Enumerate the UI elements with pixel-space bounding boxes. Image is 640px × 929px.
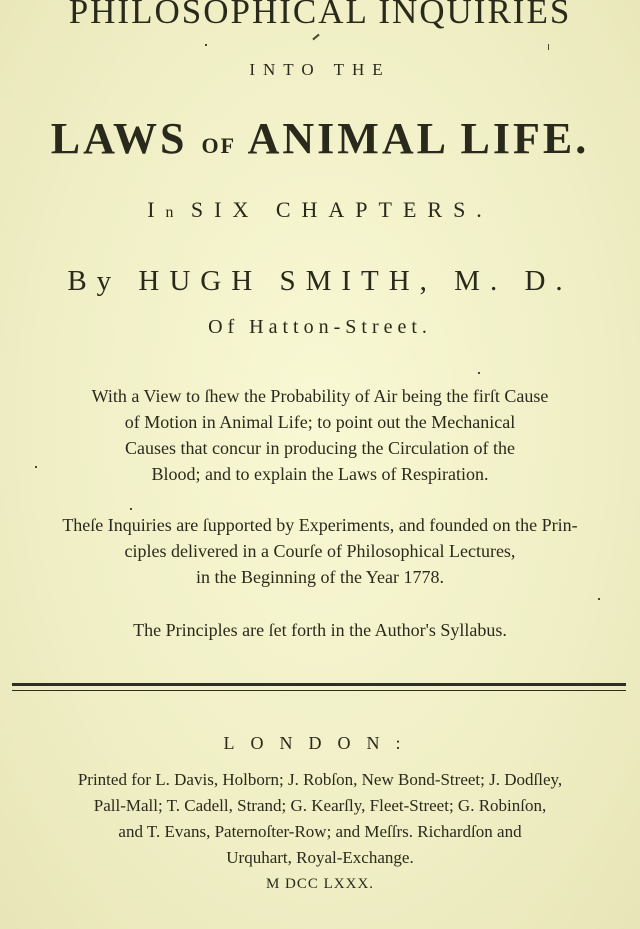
imprint-date: M DCC LXXX. <box>265 876 375 892</box>
main-title-of: OF <box>201 133 237 158</box>
imprint-printers <box>10 767 630 871</box>
main-title <box>0 113 640 164</box>
author-by: By <box>67 265 122 297</box>
ink-speck <box>205 44 207 46</box>
imprint-line: Printed for L. Davis, Holborn; J. Robſon, New Bond-Street; J. Dodſley, <box>77 770 563 789</box>
paragraph-line: Theſe Inquiries are ſupported by Experiments, and founded on the Prin- <box>62 515 578 535</box>
paragraph-line: The Principles are ſet forth in the Author's Syllabus. <box>133 620 507 640</box>
main-title-animal-life: ANIMAL LIFE. <box>247 114 590 163</box>
imprint-line: Pall-Mall; T. Cadell, Strand; G. Kearſly, Fleet-Street; G. Robinſon, <box>93 796 547 815</box>
ink-speck <box>130 508 132 510</box>
address-street: Hatton-Street. <box>249 316 432 338</box>
main-title-laws: LAWS <box>50 114 188 163</box>
paragraph-line: in the Beginning of the Year 1778. <box>196 567 444 587</box>
address-of: Of <box>208 316 240 338</box>
imprint-city: LONDON: <box>223 733 417 753</box>
author-line <box>0 265 640 298</box>
imprint-line: Urquhart, Royal-Exchange. <box>226 848 414 867</box>
thick-rule <box>12 683 626 686</box>
ink-mark <box>312 34 319 41</box>
title-line-2: INTO THE <box>249 60 391 79</box>
thin-rule <box>12 690 626 691</box>
chapters-in-cap: I <box>147 197 166 222</box>
paragraph-experiments <box>14 512 626 590</box>
paragraph-purpose <box>14 383 626 487</box>
paragraph-line: ciples delivered in a Courſe of Philosophical Lectures, <box>124 541 516 561</box>
ink-speck <box>598 598 600 600</box>
chapters-line <box>0 197 640 223</box>
ink-speck <box>478 372 480 374</box>
author-name: HUGH SMITH, M. D. <box>138 265 573 297</box>
paragraph-syllabus <box>14 617 626 643</box>
ink-speck <box>548 44 549 50</box>
paragraph-line: Blood; and to explain the Laws of Respiration. <box>151 464 489 484</box>
paragraph-line: of Motion in Animal Life; to point out the Mechanical <box>124 412 516 432</box>
paragraph-line: Causes that concur in producing the Circulation of the <box>125 438 515 458</box>
chapters-text: SIX CHAPTERS. <box>190 197 493 222</box>
address-line <box>0 316 640 339</box>
imprint-line: and T. Evans, Paternoſter-Row; and Meſſrs. Richardſon and <box>118 822 522 841</box>
chapters-in-rest: n <box>165 204 175 221</box>
paragraph-line: With a View to ſhew the Probability of Air being the firſt Cause <box>91 386 549 406</box>
ink-speck <box>35 466 37 468</box>
title-line-1: PHILOSOPHICAL INQUIRIES <box>68 0 572 31</box>
